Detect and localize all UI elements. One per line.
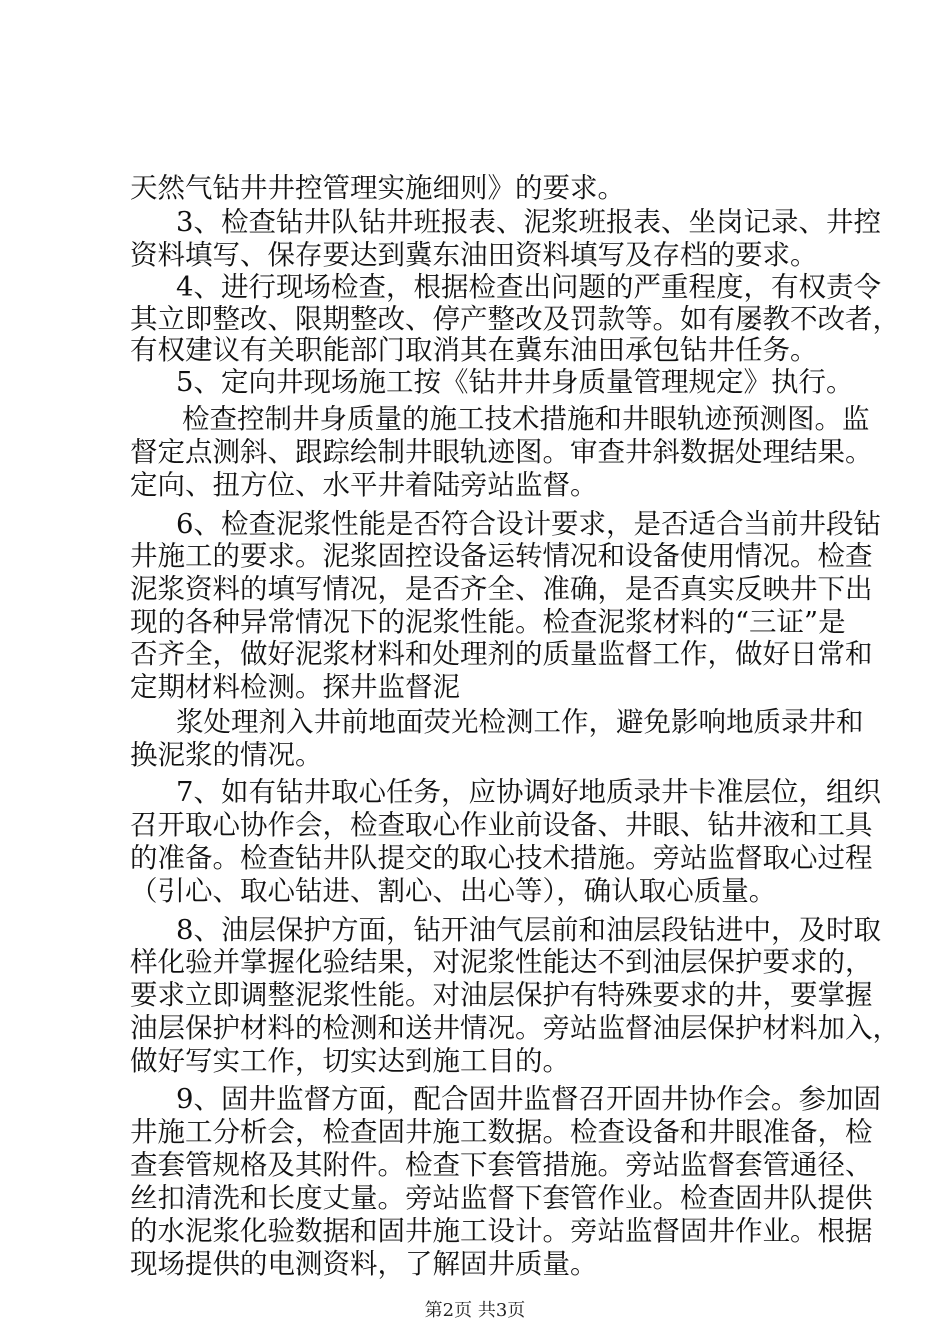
paragraph-line: 督定点测斜、跟踪绘制井眼轨迹图。审查井斜数据处理结果。 [130,436,873,468]
paragraph-line: 的水泥浆化验数据和固井施工设计。旁站监督固井作业。根据 [130,1215,873,1247]
paragraph-line: 4、进行现场检查，根据检查出问题的严重程度，有权责令 [176,271,881,303]
paragraph-line: 3、检查钻井队钻井班报表、泥浆班报表、坐岗记录、井控 [176,206,881,238]
paragraph-line: 丝扣清洗和长度丈量。旁站监督下套管作业。检查固井队提供 [130,1182,873,1214]
paragraph-line: 其立即整改、限期整改、停产整改及罚款等。如有屡教不改者， [130,303,900,335]
page-number: 第2页 共3页 [424,1300,526,1321]
paragraph-line: 天然气钻井井控管理实施细则》的要求。 [130,172,625,204]
paragraph-line: 召开取心协作会，检查取心作业前设备、井眼、钻井液和工具 [130,809,873,841]
paragraph-line: 井施工分析会，检查固井施工数据。检查设备和井眼准备，检 [130,1116,873,1148]
paragraph-line: 有权建议有关职能部门取消其在冀东油田承包钻井任务。 [130,334,818,366]
paragraph-line: 的准备。检查钻井队提交的取心技术措施。旁站监督取心过程 [130,842,873,874]
paragraph-line: （引心、取心钻进、割心、出心等），确认取心质量。 [130,875,777,907]
paragraph-line: 现的各种异常情况下的泥浆性能。检查泥浆材料的“三证”是 [130,606,846,638]
paragraph-line: 泥浆资料的填写情况，是否齐全、准确，是否真实反映井下出 [130,573,873,605]
paragraph-line: 7、如有钻井取心任务，应协调好地质录井卡准层位，组织 [176,776,881,808]
paragraph-line: 换泥浆的情况。 [130,739,323,771]
paragraph-line: 定向、扭方位、水平井着陆旁站监督。 [130,469,598,501]
paragraph-line: 6、检查泥浆性能是否符合设计要求，是否适合当前井段钻 [176,508,881,540]
paragraph-line: 样化验并掌握化验结果，对泥浆性能达不到油层保护要求的， [130,946,873,978]
paragraph-line: 查套管规格及其附件。检查下套管措施。旁站监督套管通径、 [130,1149,873,1181]
paragraph-line: 定期材料检测。探井监督泥 [130,671,460,703]
paragraph-line: 井施工的要求。泥浆固控设备运转情况和设备使用情况。检查 [130,540,873,572]
paragraph-line: 5、定向井现场施工按《钻井井身质量管理规定》执行。 [176,366,854,398]
paragraph-line: 做好写实工作，切实达到施工目的。 [130,1045,570,1077]
paragraph-line: 浆处理剂入井前地面荧光检测工作，避免影响地质录井和 [176,706,864,738]
paragraph-line: 油层保护材料的检测和送井情况。旁站监督油层保护材料加入， [130,1012,900,1044]
paragraph-line: 9、固井监督方面，配合固井监督召开固井协作会。参加固 [176,1083,881,1115]
paragraph-line: 要求立即调整泥浆性能。对油层保护有特殊要求的井，要掌握 [130,979,873,1011]
paragraph-line: 否齐全，做好泥浆材料和处理剂的质量监督工作，做好日常和 [130,638,873,670]
paragraph-line: 资料填写、保存要达到冀东油田资料填写及存档的要求。 [130,239,818,271]
paragraph-line: 现场提供的电测资料，了解固井质量。 [130,1248,598,1280]
paragraph-line: 8、油层保护方面，钻开油气层前和油层段钻进中，及时取 [176,914,881,946]
paragraph-line: 检查控制井身质量的施工技术措施和井眼轨迹预测图。监 [182,403,870,435]
